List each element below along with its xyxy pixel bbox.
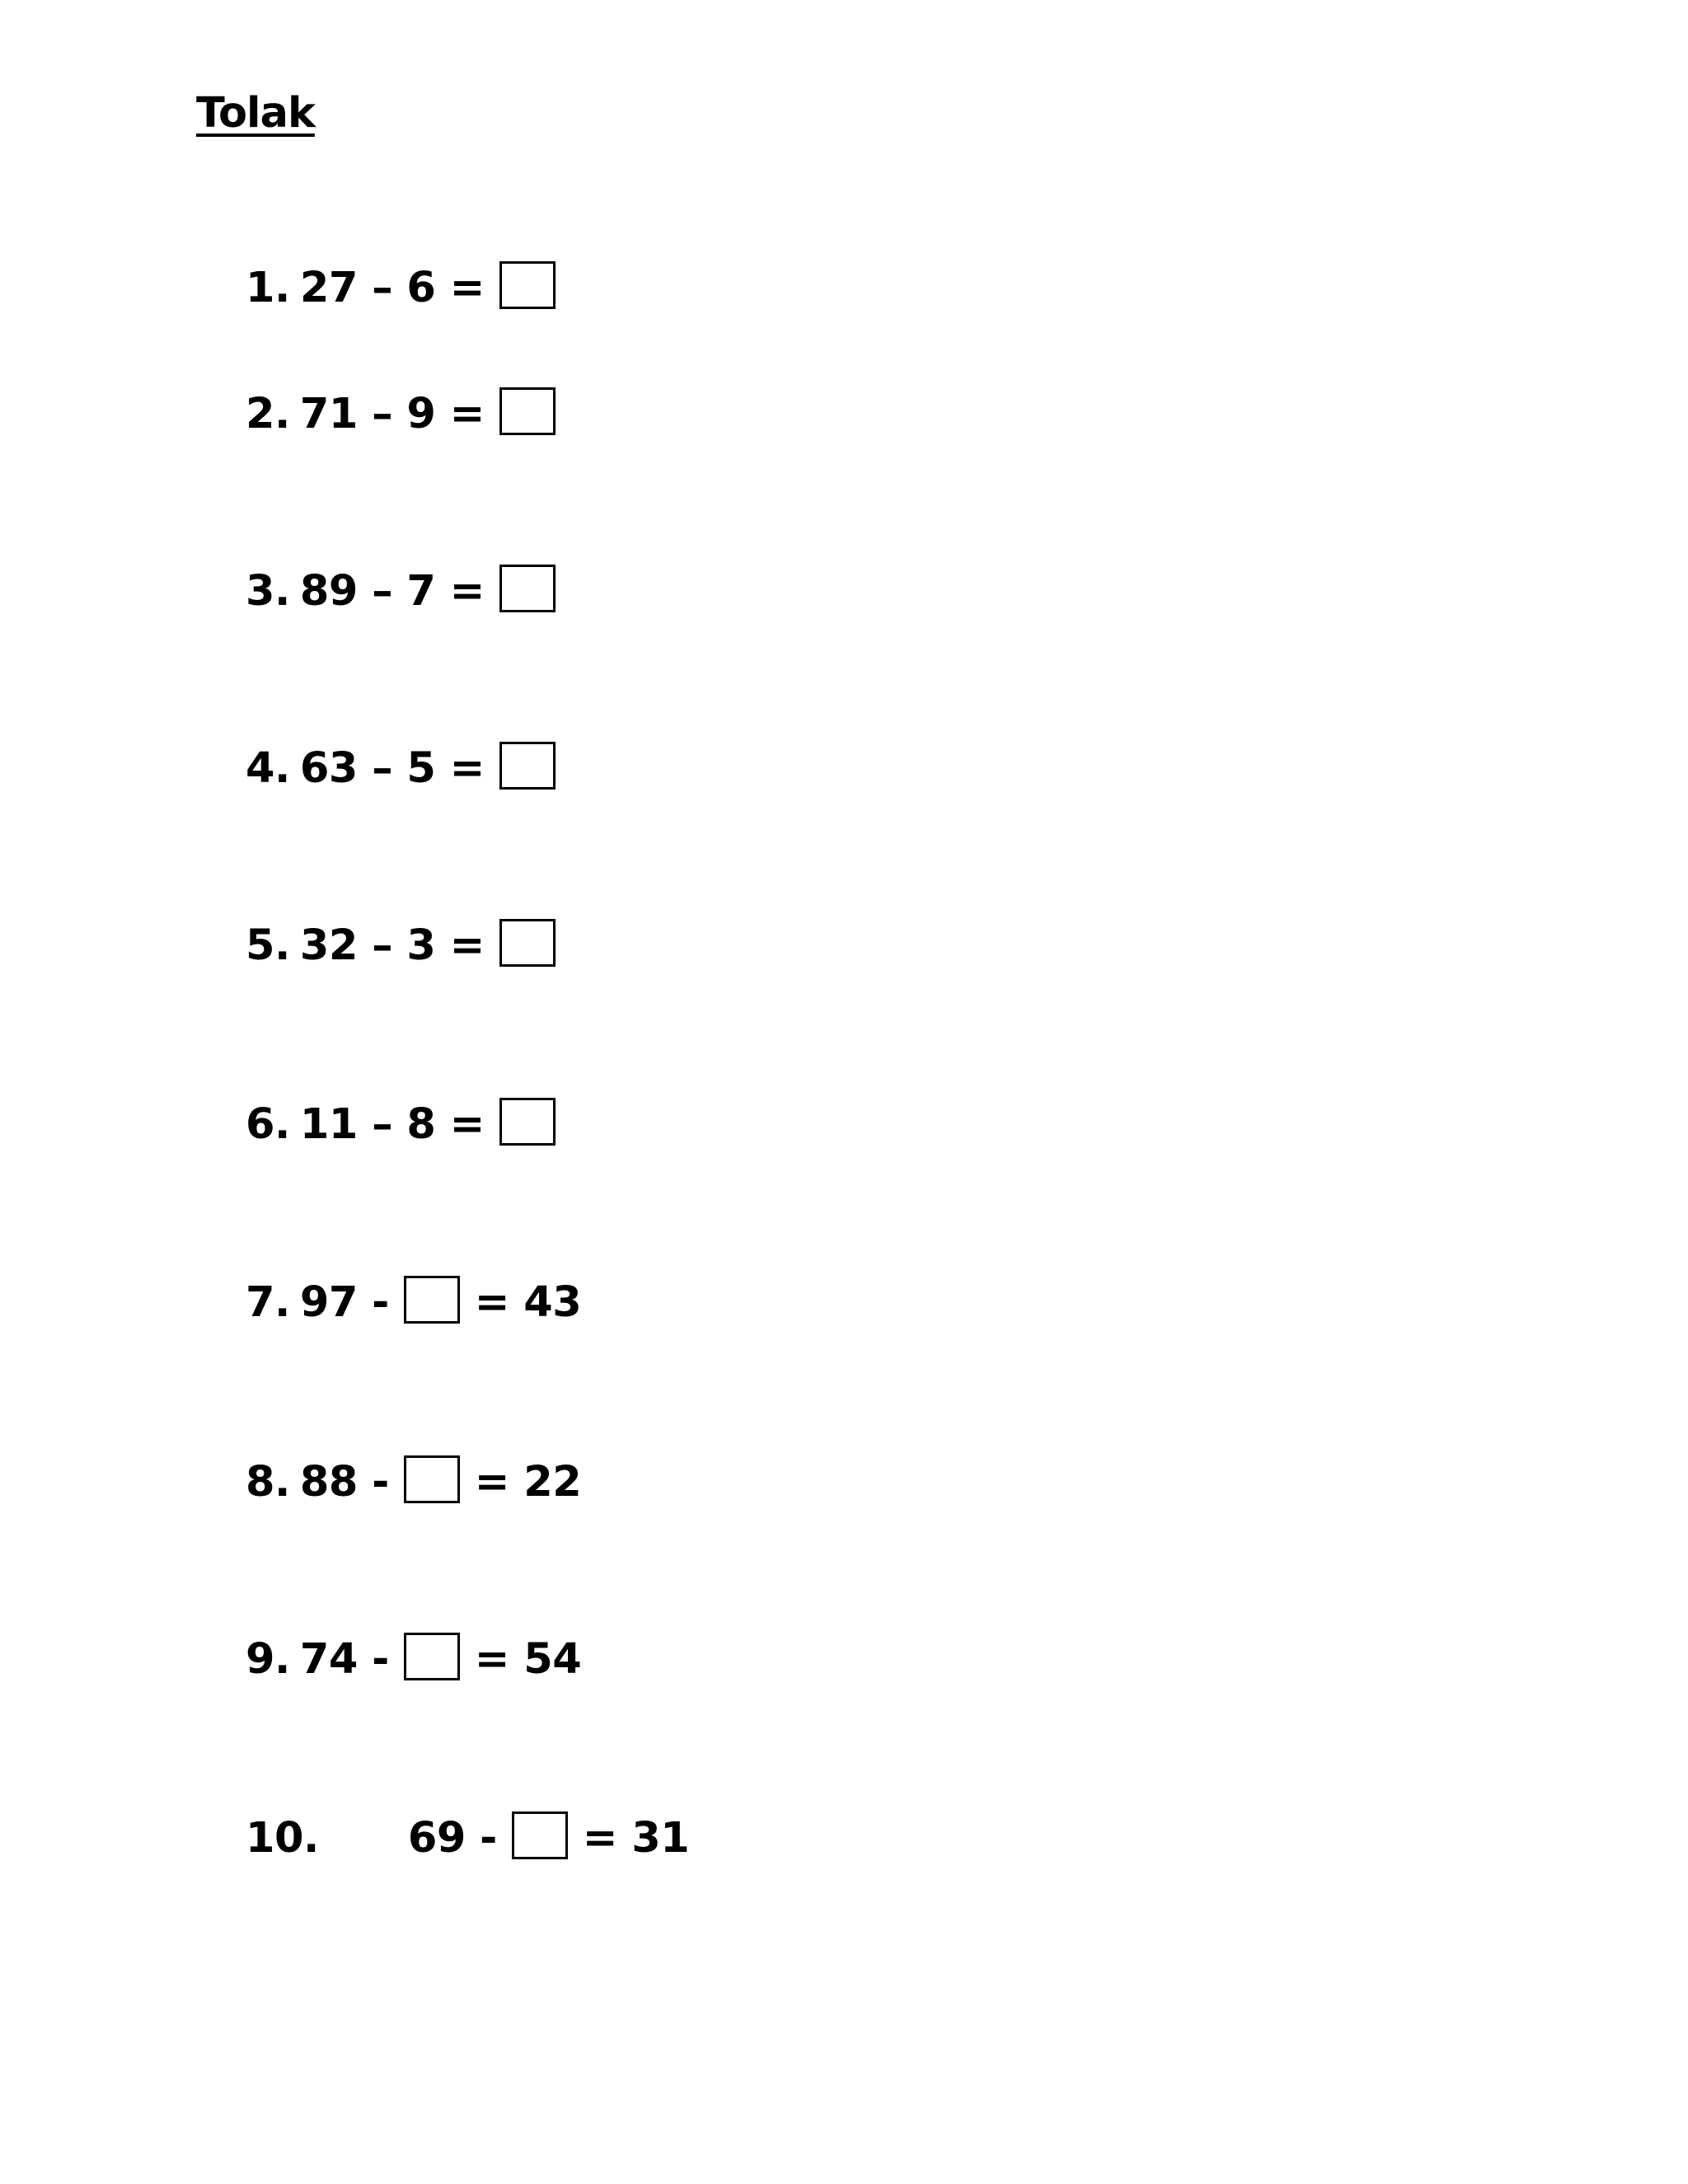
question-expression: 27 – 6 =: [299, 264, 485, 312]
question-number: 6.: [246, 1100, 290, 1149]
question-10: [246, 1810, 689, 1868]
question-expression-after: = 54: [474, 1635, 582, 1684]
question-expression-before: 69 -: [407, 1814, 497, 1863]
question-number: 10.: [246, 1814, 319, 1863]
question-2: [246, 386, 556, 443]
question-5: [246, 917, 556, 975]
question-8: [246, 1454, 581, 1511]
question-9: [246, 1631, 581, 1689]
question-expression-before: 88 -: [299, 1458, 389, 1507]
question-expression: 89 – 7 =: [299, 567, 485, 616]
worksheet-title: Tolak: [196, 89, 315, 138]
question-expression-after: = 22: [474, 1458, 582, 1507]
question-expression: 71 – 9 =: [299, 390, 485, 438]
question-3: [246, 563, 556, 621]
question-expression: 11 – 8 =: [299, 1100, 485, 1149]
question-expression: 32 – 3 =: [299, 921, 485, 970]
question-expression: 63 – 5 =: [299, 744, 485, 793]
answer-box[interactable]: [499, 565, 556, 612]
answer-box[interactable]: [499, 387, 556, 435]
question-expression-after: = 43: [474, 1278, 582, 1327]
answer-box[interactable]: [499, 1098, 556, 1146]
question-number: 1.: [246, 264, 290, 312]
answer-box[interactable]: [499, 261, 556, 309]
question-number: 7.: [246, 1278, 290, 1327]
answer-box[interactable]: [404, 1455, 460, 1503]
question-6: [246, 1096, 556, 1154]
question-7: [246, 1274, 581, 1332]
question-number: 8.: [246, 1458, 290, 1507]
question-number: 3.: [246, 567, 290, 616]
question-number: 4.: [246, 744, 290, 793]
answer-box[interactable]: [499, 742, 556, 790]
question-number: 9.: [246, 1635, 290, 1684]
question-number: 5.: [246, 921, 290, 970]
answer-box[interactable]: [404, 1633, 460, 1680]
question-expression-after: = 31: [582, 1814, 690, 1863]
question-1: [246, 260, 556, 317]
question-4: [246, 740, 556, 798]
question-expression-before: 74 -: [299, 1635, 389, 1684]
answer-box[interactable]: [512, 1811, 568, 1859]
question-number: 2.: [246, 390, 290, 438]
answer-box[interactable]: [404, 1276, 460, 1324]
question-expression-before: 97 -: [299, 1278, 389, 1327]
answer-box[interactable]: [499, 919, 556, 967]
